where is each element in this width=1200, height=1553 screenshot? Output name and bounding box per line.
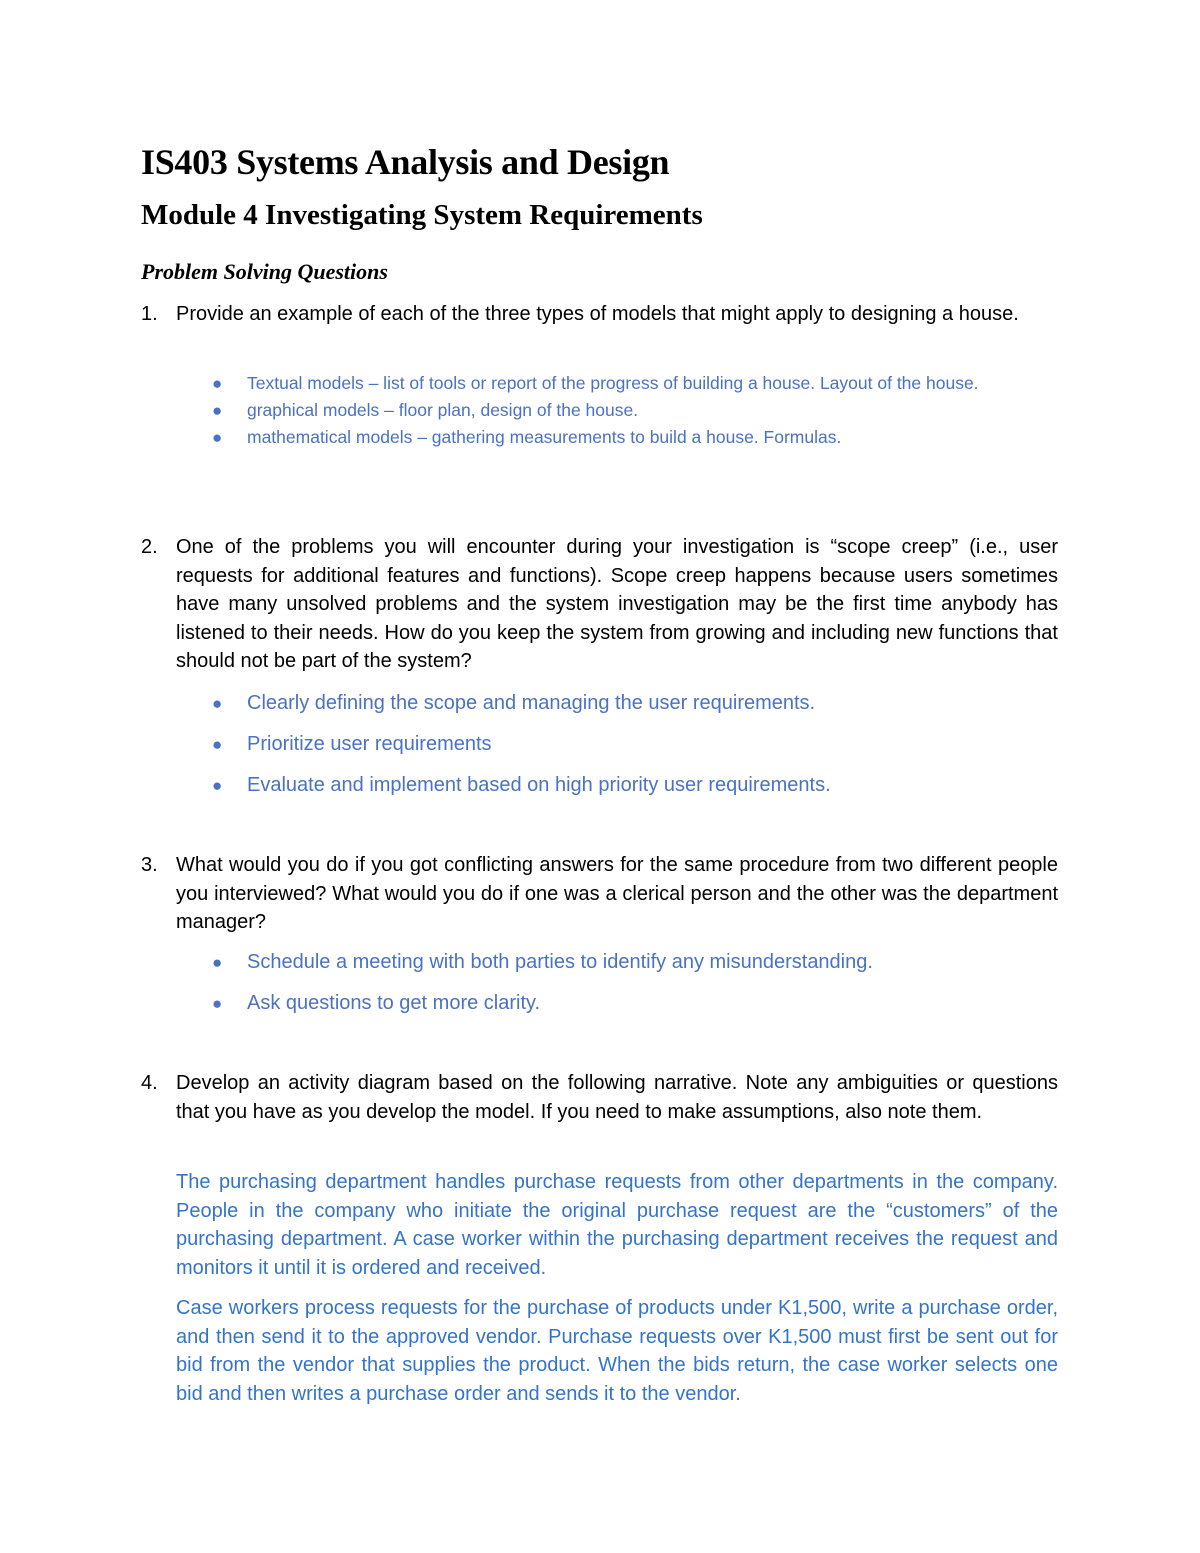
answer-text: graphical models – floor plan, design of the house. [247, 400, 639, 420]
question-text: Provide an example of each of the three types of models that might apply to designing a house. [176, 303, 1019, 325]
answer-text: Clearly defining the scope and managing the user requirements. [247, 692, 816, 714]
module-title: Module 4 Investigating System Requirements [141, 199, 703, 231]
list-item [212, 724, 1058, 765]
question-2 [141, 533, 1058, 676]
answer-list-2 [212, 683, 1058, 806]
bullet-dot-icon: ● [212, 735, 223, 754]
list-item [212, 942, 1058, 983]
list-item [212, 983, 1058, 1024]
bullet-dot-icon: ● [212, 994, 223, 1013]
answer-text: Schedule a meeting with both parties to identify any misunderstanding. [247, 951, 873, 973]
bullet-dot-icon: ● [212, 776, 223, 795]
list-item [212, 424, 1058, 451]
bullet-dot-icon: ● [212, 428, 223, 447]
question-text: One of the problems you will encounter during your investigation is “scope creep” (i.e., user requests for additional features and functions). Scope creep happens because users sometimes have many unsolved problems and the system investigation may be the first time anybody has listened to their needs. How do you keep the system from growing and including new functions that should not be part of the system? [176, 536, 1058, 672]
list-item [212, 683, 1058, 724]
question-1 [141, 300, 1058, 329]
question-3 [141, 851, 1058, 937]
answer-text: Prioritize user requirements [247, 733, 492, 755]
bullet-dot-icon: ● [212, 694, 223, 713]
list-item [212, 765, 1058, 806]
narrative-paragraph-2: Case workers process requests for the purchase of products under K1,500, write a purchase order, and then send it to the approved vendor. Purchase requests over K1,500 must first be sent out for bid from the vendor that supplies the product. When the bids return, the case worker selects one bid and then writes a purchase order and sends it to the vendor. [176, 1297, 1058, 1405]
question-number: 3. [141, 854, 158, 876]
question-text: What would you do if you got conflicting answers for the same procedure from two different people you interviewed? What would you do if one was a clerical person and the other was the department manager? [176, 854, 1058, 933]
bullet-dot-icon: ● [212, 374, 223, 393]
question-number: 4. [141, 1072, 158, 1094]
answer-text: mathematical models – gathering measurements to build a house. Formulas. [247, 427, 842, 447]
answer-list-1 [212, 370, 1058, 451]
section-heading: Problem Solving Questions [141, 259, 388, 284]
list-item [212, 397, 1058, 424]
answer-text: Ask questions to get more clarity. [247, 992, 541, 1014]
bullet-dot-icon: ● [212, 401, 223, 420]
question-number: 1. [141, 303, 158, 325]
narrative-paragraph-1: The purchasing department handles purchase requests from other departments in the company. People in the company who initiate the original purchase request are the “customers” of the purchasing department. A case worker within the purchasing department receives the request and monitors it until it is ordered and received. [176, 1171, 1058, 1279]
list-item [212, 370, 1058, 397]
question-text: Develop an activity diagram based on the following narrative. Note any ambiguities or questions that you have as you develop the model. If you need to make assumptions, also note them. [176, 1072, 1058, 1123]
document-title: IS403 Systems Analysis and Design [141, 142, 670, 182]
answer-text: Textual models – list of tools or report of the progress of building a house. Layout of the house. [247, 373, 979, 393]
question-number: 2. [141, 536, 158, 558]
answer-text: Evaluate and implement based on high priority user requirements. [247, 774, 831, 796]
bullet-dot-icon: ● [212, 953, 223, 972]
answer-list-3 [212, 942, 1058, 1024]
question-4 [141, 1069, 1058, 1126]
